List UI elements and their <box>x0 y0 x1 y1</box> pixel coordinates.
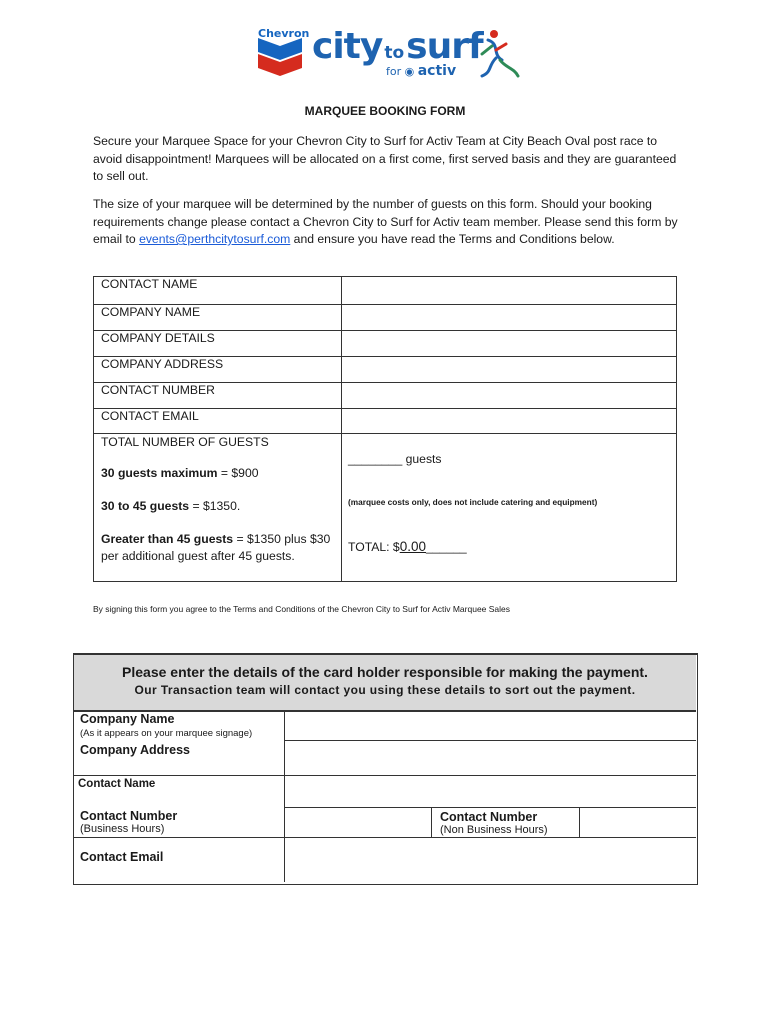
contact-number-field[interactable] <box>342 383 677 409</box>
company-address-field[interactable] <box>342 357 677 383</box>
activ-icon: ◉ <box>404 65 415 78</box>
email-link[interactable]: events@perthcitytosurf.com <box>139 232 291 246</box>
guests-entry-cell[interactable] <box>342 434 677 582</box>
agreement-text: By signing this form you agree to the Terms and Conditions of the Chevron City to Surf for Activ Marquee Sales <box>93 604 511 614</box>
contact-number-business-label: Contact Number <box>80 809 178 823</box>
contact-name-field[interactable] <box>342 277 677 305</box>
price-tier-2 <box>101 498 341 515</box>
business-hours-hint: (Business Hours) <box>80 823 165 835</box>
business-phone-input[interactable] <box>285 808 431 837</box>
total-blank: ______ <box>425 540 467 554</box>
table-row <box>94 357 677 383</box>
logo-city: city <box>312 26 383 67</box>
company-name-field[interactable] <box>342 305 677 331</box>
contact-number-after-hours-label: Contact Number <box>440 810 538 824</box>
table-row <box>94 434 677 582</box>
logo-title <box>312 26 483 67</box>
guest-count-blank: ________ <box>348 452 403 466</box>
logo-activ: activ <box>417 63 457 79</box>
contact-name-input[interactable] <box>285 776 696 807</box>
row-label-company-address: COMPANY ADDRESS <box>94 357 342 383</box>
non-business-hours-hint: (Non Business Hours) <box>440 824 548 836</box>
card-holder-subheading: Our Transaction team will contact you using these details to sort out the payment. <box>134 683 636 697</box>
booking-details-table <box>93 276 677 582</box>
marquee-cost-note: (marquee costs only, does not include catering and equipment) <box>348 497 598 507</box>
logo-to: to <box>384 43 405 63</box>
contact-email-input[interactable] <box>285 838 696 882</box>
company-address-label: Company Address <box>80 743 190 757</box>
company-address-input[interactable] <box>285 741 696 775</box>
tier-2-name: 30 to 45 guests <box>101 499 190 513</box>
row-label-contact-name: CONTACT NAME <box>94 277 342 305</box>
price-tier-1 <box>101 465 341 482</box>
size-paragraph <box>93 196 683 249</box>
total-guests-label: TOTAL NUMBER OF GUESTS <box>101 435 269 449</box>
logo-for-activ <box>386 63 456 79</box>
card-holder-heading: Please enter the details of the card holder responsible for making the payment. <box>122 664 648 680</box>
contact-email-field[interactable] <box>342 409 677 434</box>
table-row <box>94 383 677 409</box>
row-label-contact-number: CONTACT NUMBER <box>94 383 342 409</box>
page-title: MARQUEE BOOKING FORM <box>304 104 466 118</box>
company-details-field[interactable] <box>342 331 677 357</box>
company-name-hint: (As it appears on your marquee signage) <box>80 728 253 739</box>
contact-name-label: Contact Name <box>78 778 156 790</box>
contact-email-label: Contact Email <box>80 850 164 864</box>
tier-3-name: Greater than 45 guests <box>101 532 234 546</box>
guest-count-line <box>348 452 442 466</box>
divider <box>431 807 432 837</box>
tier-2-price: = $1350. <box>189 499 241 513</box>
tier-3-price: = $1350 plus $30 per additional guest after 45 guests. <box>101 532 331 563</box>
logo-surf: surf <box>406 26 483 67</box>
row-label-contact-email: CONTACT EMAIL <box>94 409 342 434</box>
company-name-label: Company Name <box>80 712 175 726</box>
row-label-company-name: COMPANY NAME <box>94 305 342 331</box>
total-label: TOTAL: $ <box>348 540 400 554</box>
guest-pricing-cell <box>94 434 342 582</box>
company-name-input[interactable] <box>285 711 696 740</box>
table-row <box>94 331 677 357</box>
row-label-company-details: COMPANY DETAILS <box>94 331 342 357</box>
size-text-before: The size of your marquee will be determined by the number of guests on this form. Should your booking requirements change please contact a Chevron City to Surf for Activ team member. Please send this form by email to <box>93 197 678 246</box>
logo-for: for <box>386 65 402 78</box>
total-value[interactable]: 0.00 <box>399 539 426 554</box>
after-hours-phone-input[interactable] <box>580 808 696 837</box>
table-row <box>94 409 677 434</box>
total-line <box>348 539 467 554</box>
price-tier-3 <box>101 531 341 565</box>
guests-word: guests <box>402 452 442 466</box>
table-row <box>94 305 677 331</box>
size-text-after: and ensure you have read the Terms and Conditions below. <box>290 232 615 246</box>
tier-1-price: = $900 <box>217 466 259 480</box>
tier-1-name: 30 guests maximum <box>101 466 218 480</box>
table-row <box>94 277 677 305</box>
intro-paragraph: Secure your Marquee Space for your Chevron City to Surf for Activ Team at City Beach Oval post race to avoid disappointment! Marquees will be allocated on a first come, first served basis and they are guaranteed to sell out. <box>93 134 677 183</box>
chevron-wordmark: Chevron <box>258 27 310 40</box>
